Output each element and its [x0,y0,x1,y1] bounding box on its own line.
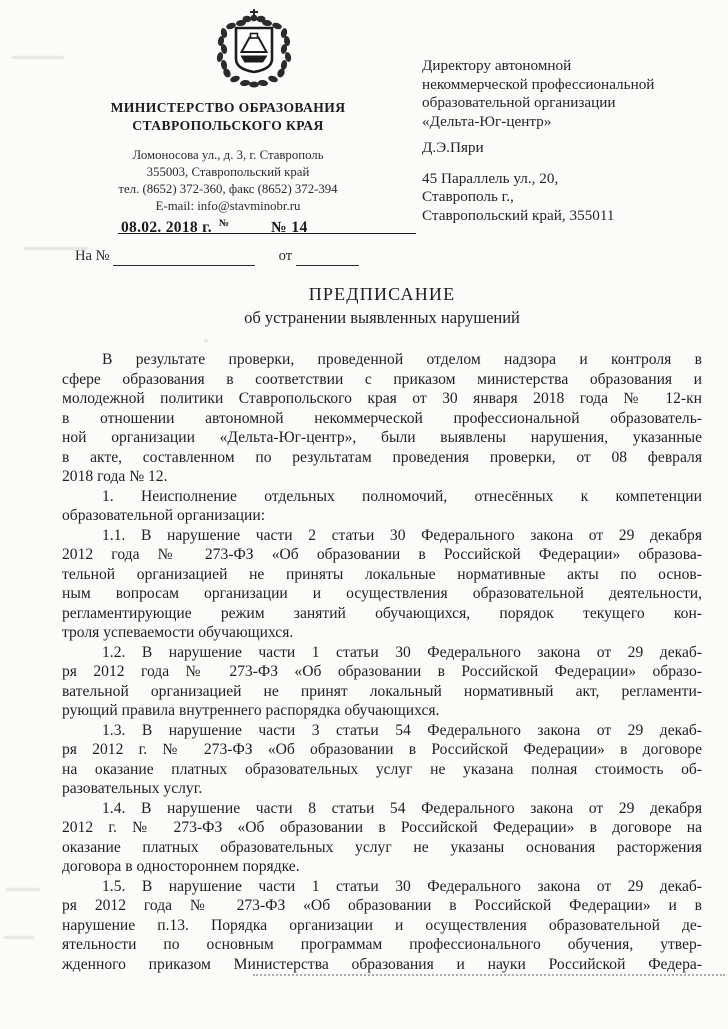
body-paragraph [62,799,702,877]
body-line: вательной организацией не принят локальный нормативный акт, регламенти- [62,682,702,700]
body-line: регламентирующие режим занятий обучающихся, порядок текущего кон- [62,604,702,622]
body-line: в акте, составленном по результатам проведения проверки, от 08 февраля [62,448,702,466]
document-title: ПРЕДПИСАНИЕ [308,284,456,304]
ministry-contact-block [62,147,394,215]
letterhead-left-column [62,8,394,225]
text-line: Ломоносова ул., д. 3, г. Ставрополь [132,148,324,162]
body-line: жденного приказом Министерства образования и науки Российской Федера- [62,955,702,973]
text-line: Ставропольский край, 355011 [422,206,615,224]
from-date-blank [296,245,359,266]
document-body [62,350,702,974]
addressee-block [394,8,702,225]
text-line: тел. (8652) 372-360, факс (8652) 372-394 [118,182,338,196]
body-line: 2012 г. № 273-ФЗ «Об образовании в Российской Федерации» в договоре на [62,819,702,836]
body-paragraph [62,526,702,643]
text-line: «Дельта-Юг-центр» [422,112,552,130]
incoming-number-label: На № [75,248,110,264]
text-line: Ставрополь г., [422,188,514,205]
body-line: в отношении автономной некоммерческой профессиональной образователь- [62,409,702,427]
body-line: 2012 года № 273-ФЗ «Об образовании в Российской Федерации» образова- [62,546,702,563]
body-line: 1.2. В нарушение части 1 статьи 30 Федерального закона от 29 декаб- [102,643,702,661]
body-line: разовательных услуг. [62,780,203,797]
addressee-title [422,57,702,131]
text-line: образовательной организации [422,94,616,111]
body-line: молодежной политики Ставропольского края от 30 января 2018 года № 12-кн [62,390,702,407]
body-line: договора в одностороннем порядке. [62,858,300,875]
text-line: 45 Параллель ул., 20, [422,169,559,187]
stavropol-coat-of-arms-icon [207,8,301,90]
coat-of-arms-emblem [88,8,420,95]
document-title-block [62,283,702,329]
body-line: ной организации «Дельта-Юг-центр», были выявлены нарушения, указанные [62,429,702,446]
from-label: от [278,248,293,264]
addressee-address [422,170,702,226]
scan-artifact-dotted-line [253,974,725,976]
body-paragraph [62,350,702,487]
ministry-name-line2: СТАВРОПОЛЬСКОГО КРАЯ [132,117,324,133]
document-number: № 14 [270,219,308,236]
document-date: 08.02. 2018 г. [121,219,212,236]
body-line: рующий правила внутреннего распорядка обучающихся. [62,702,440,719]
body-line: ным вопросам организации и осуществления образовательной деятельности, [62,585,702,602]
body-line: нарушение п.13. Порядка организации и осуществления образовательной де- [62,916,702,934]
scan-artifact [4,936,34,939]
body-line: 1.5. В нарушение части 1 статьи 30 Федерального закона от 29 декаб- [102,877,702,895]
body-line: ря 2012 года № 273-ФЗ «Об образовании в Российской Федерации» и в [62,897,702,914]
number-sign-small: № [218,218,229,229]
reference-reply-row [75,245,359,266]
body-line: образовательной организации: [62,507,266,524]
text-line: 355003, Ставропольский край [146,165,310,179]
addressee-person: Д.Э.Пяри [422,139,484,156]
reference-date-row [118,219,416,244]
ministry-name-line1: МИНИСТЕРСТВО ОБРАЗОВАНИЯ [110,100,346,115]
body-line: на оказание платных образовательных услуг не указана полная стоимость об- [62,760,702,778]
text-line: Директору автономной [422,57,572,74]
scan-artifact [204,339,208,343]
body-line: оказание платных образовательных услуг не указаны основания расторжения [62,838,702,856]
body-line: 2018 года № 12. [62,468,168,485]
body-line: 1.4. В нарушение части 8 статьи 54 Федерального закона от 29 декабря [102,799,702,817]
letterhead [62,8,702,225]
body-line: ря 2012 года № 273-ФЗ «Об образовании в Российской Федерации» образо- [62,663,702,680]
scan-artifact [12,56,64,59]
body-line: В результате проверки, проведенной отделом надзора и контроля в [102,351,702,368]
incoming-number-blank [113,245,255,266]
body-line: ятельности по основным программам профессионального обучения, утвер- [62,936,702,953]
body-line: 1. Неисполнение отдельных полномочий, отнесённых к компетенции [102,487,702,505]
body-paragraph [62,721,702,799]
body-line: ря 2012 г. № 273-ФЗ «Об образовании в Российской Федерации» в договоре [62,741,702,758]
scan-artifact [6,888,40,891]
body-line: троля успеваемости обучающихся. [62,624,294,641]
body-line: сфере образования в соответствии с приказом министерства образования и [62,370,702,388]
text-line: E-mail: info@stavminobr.ru [155,199,301,213]
ministry-name [62,99,394,134]
body-line: 1.1. В нарушение части 2 статьи 30 Федерального закона от 29 декабря [102,526,702,544]
body-line: тельной организацией не приняты локальные нормативные акты по основ- [62,565,702,583]
text-line: некоммерческой профессиональной [422,75,655,93]
body-paragraph [62,643,702,721]
document-subtitle: об устранении выявленных нарушений [244,308,520,327]
body-line: 1.3. В нарушение части 3 статьи 54 Федерального закона от 29 декаб- [102,721,702,739]
body-paragraph [62,487,702,526]
reference-block [62,219,702,266]
body-paragraph [62,877,702,975]
